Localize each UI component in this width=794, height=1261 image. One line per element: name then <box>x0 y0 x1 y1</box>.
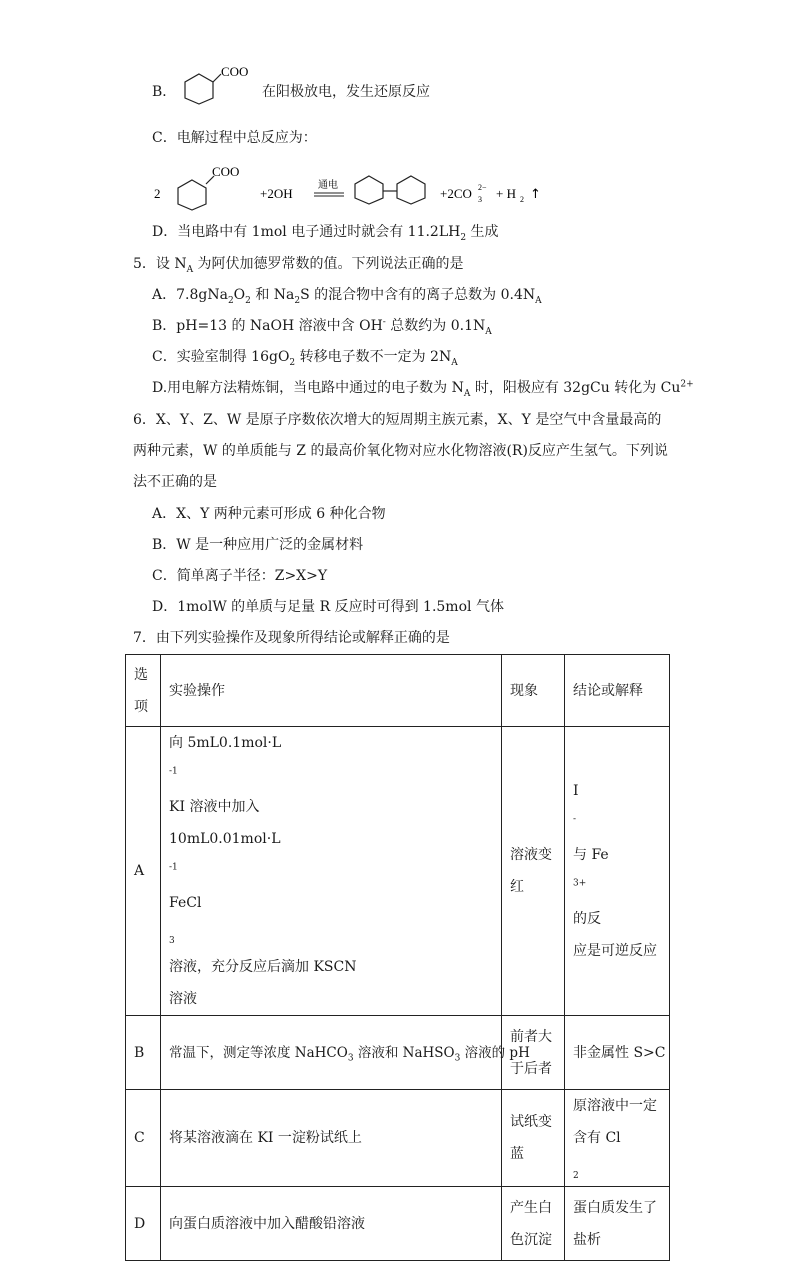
svg-text:2: 2 <box>520 195 524 204</box>
row-c-phenomenon: 试纸变 蓝 <box>502 1090 565 1187</box>
q4-option-b-text: 在阳极放电，发生还原反应 <box>262 84 430 100</box>
q5-option-b: B．pH=13 的 NaOH 溶液中含 OH- 总数约为 $0.1N_A$ <box>152 317 492 337</box>
row-a-option: A <box>126 727 161 1016</box>
q6-stem-line-1: 6．X、Y、Z、W 是原子序数依次增大的短周期主族元素，X、Y 是空气中含量最高的 <box>133 412 662 428</box>
q4-option-b-letter: B． <box>152 84 177 100</box>
row-d-phenomenon: 产生白 色沉淀 <box>502 1187 565 1261</box>
benzoate-structure-icon <box>183 64 255 108</box>
header-option: 选 项 <box>126 655 161 727</box>
table-row <box>126 727 670 1016</box>
svg-text:2−: 2− <box>478 183 487 192</box>
benzene-ring-icon <box>178 180 206 210</box>
q6-option-a: A．X、Y 两种元素可形成 6 种化合物 <box>152 506 386 522</box>
q4-option-d-text: D．当电路中有 1mol 电子通过时就会有 $11.2LH_2$ 生成 <box>152 224 499 243</box>
q5-stem: 5．设 $N_A$ 为阿伏加德罗常数的值。下列说法正确的是 <box>133 256 464 275</box>
table-row <box>126 1090 670 1187</box>
header-operation: 实验操作 <box>161 655 502 727</box>
row-a-operation: 向 5mL0.1mol·L $^{-1}$ KI 溶液中加入 10mL0.01mol·L $^{-1}$ FeCl $_3$ 溶液，充分反应后滴加 KSCN 溶液 <box>161 727 502 1016</box>
q4-equation <box>152 162 552 212</box>
header-conclusion: 结论或解释 <box>565 655 670 727</box>
table-row <box>126 1016 670 1090</box>
table-row <box>126 1187 670 1261</box>
row-c-operation: 将某溶液滴在 KI 一淀粉试纸上 <box>161 1090 502 1187</box>
q5-option-c: C．实验室制得 $16gO_2$ 转移电子数不一定为 $2N_A$ <box>152 349 458 368</box>
svg-text:3: 3 <box>478 195 482 204</box>
row-c-option: C <box>126 1090 161 1187</box>
q6-stem-line-2: 两种元素，W 的单质能与 Z 的最高价氧化物对应水化物溶液(R)反应产生氢气。下列说 <box>133 443 668 459</box>
eq-carbonate: +2CO <box>440 186 472 201</box>
gas-arrow-icon: ↑ <box>530 187 541 202</box>
biphenyl-ring-left-icon <box>355 176 383 204</box>
eq-hydroxide: +2OH <box>260 186 293 201</box>
row-a-phenomenon: 溶液变 红 <box>502 727 565 1016</box>
q6-option-b: B．W 是一种应用广泛的金属材料 <box>152 537 364 553</box>
q7-table <box>125 654 670 1261</box>
eq-coo-label: COO <box>212 164 240 179</box>
q5-option-d: D.用电解方法精炼铜，当电路中通过的电子数为 $N_A$ 时，阳极应有 32gCu 转化为 $Cu^{2+}$ <box>152 379 694 399</box>
table-header-row <box>126 655 670 727</box>
q6-option-d: D．1molW 的单质与足量 R 反应时可得到 1.5mol 气体 <box>152 599 504 615</box>
q4-b-coo-label: COO <box>221 64 249 79</box>
row-b-conclusion: 非金属性 S>C <box>565 1016 670 1090</box>
q6-option-c: C．简单离子半径：Z>X>Y <box>152 568 328 584</box>
row-d-option: D <box>126 1187 161 1261</box>
header-phenomenon: 现象 <box>502 655 565 727</box>
row-c-conclusion: 原溶液中一定 含有 Cl $_2$ <box>565 1090 670 1187</box>
eq-condition: 通电 <box>318 180 338 191</box>
q4-option-c-text: C．电解过程中总反应为： <box>152 130 317 146</box>
row-b-phenomenon: 前者大 于后者 <box>502 1016 565 1090</box>
biphenyl-ring-right-icon <box>397 176 425 204</box>
row-d-operation: 向蛋白质溶液中加入醋酸铅溶液 <box>161 1187 502 1261</box>
eq-hydrogen: + H <box>496 186 516 201</box>
row-a-conclusion: I - 与 Fe $^{3+}$ 的反 应是可逆反应 <box>565 727 670 1016</box>
q7-stem: 7．由下列实验操作及现象所得结论或解释正确的是 <box>133 630 450 646</box>
row-b-operation: 常温下，测定等浓度 NaHCO$_3$ 溶液和 NaHSO$_3$ 溶液的 pH <box>161 1016 502 1090</box>
eq-coefficient: 2 <box>154 186 161 201</box>
row-b-option: B <box>126 1016 161 1090</box>
row-d-conclusion: 蛋白质发生了 盐析 <box>565 1187 670 1261</box>
q6-stem-line-3: 法不正确的是 <box>133 474 217 490</box>
q5-option-a: A．$7.8gNa_2O_2$ 和 $Na_2S$ 的混合物中含有的离子总数为 $0.4N_A$ <box>152 287 542 306</box>
